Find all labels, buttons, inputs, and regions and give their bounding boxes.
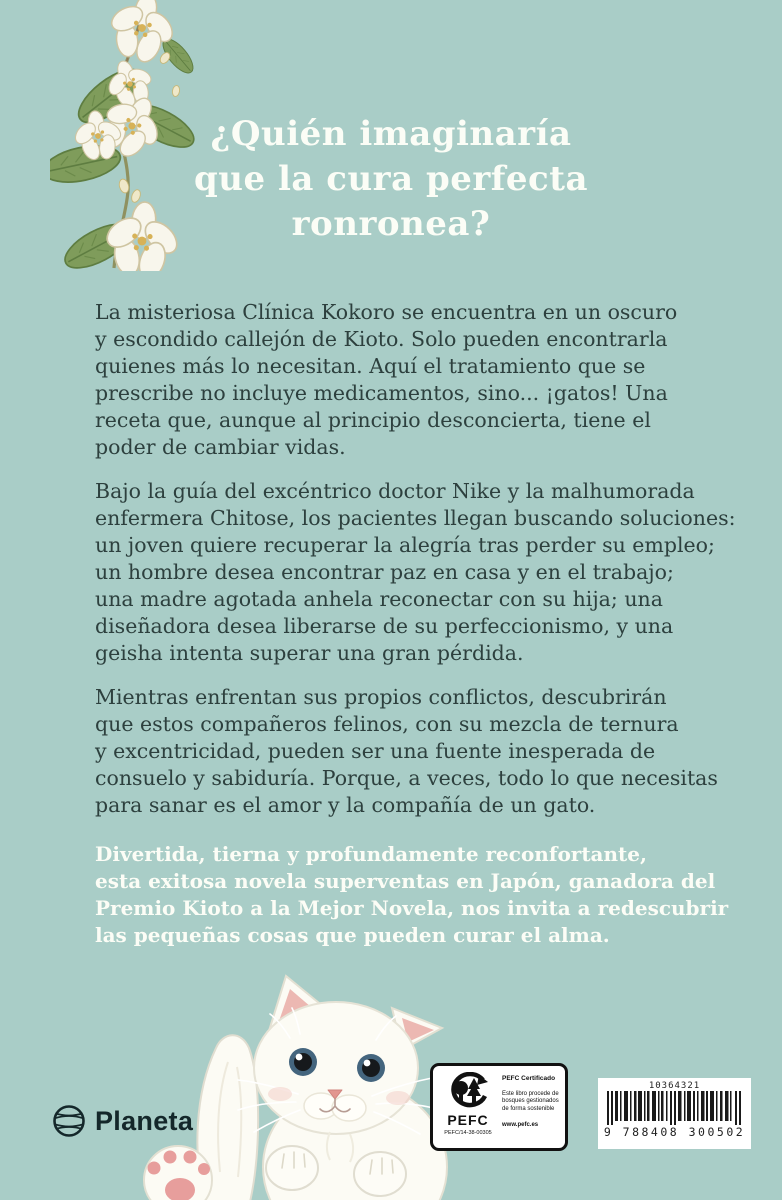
pefc-certificate (430, 1063, 568, 1151)
synopsis-paragraph-2: Bajo la guía del excéntrico doctor Nike y la malhumorada enfermera Chitose, los pacientes llegan buscando soluciones: un joven quiere recuperar la alegría tras perder su empleo; un hombre desea encontrar paz en casa y en el trabajo; una madre agotada anhela reconectar con su hija; una diseñadora desea liberarse de su perfeccionismo, y una geisha intenta superar una gran pérdida. (95, 479, 736, 665)
barcode-top-number: 10364321 (648, 1081, 701, 1091)
planeta-globe-icon (52, 1104, 86, 1138)
pefc-text-column (502, 1072, 560, 1144)
pefc-cert-number: PEFC/14-38-00305 (444, 1130, 492, 1136)
synopsis-paragraph-3: Mientras enfrentan sus propios conflictos, descubrirán que estos compañeros felinos, con su mezcla de ternura y excentricidad, pueden ser una fuente inesperada de consuelo y sabiduría. Porque, a veces, todo lo que necesitas para sanar es el amor y la compañía de un gato. (95, 685, 718, 817)
barcode-bars (607, 1091, 743, 1125)
pefc-title: PEFC Certificado (502, 1075, 556, 1082)
publisher-logo (52, 1104, 193, 1138)
synopsis-paragraph-1: La misteriosa Clínica Kokoro se encuentra en un oscuro y escondido callejón de Kioto. Solo pueden encontrarla quienes más lo necesitan. Aquí el tratamiento que se prescribe no incluye medicamentos, sino... ¡gatos! Una receta que, aunque al principio desconcierta, tiene el poder de cambiar vidas. (95, 300, 678, 459)
pefc-logo-text: PEFC (447, 1112, 489, 1128)
pefc-logo-column (440, 1072, 496, 1144)
synopsis (95, 299, 755, 966)
barcode-isbn: 9 788408 300502 (603, 1125, 746, 1139)
pefc-trees-icon (446, 1072, 490, 1112)
promo-paragraph: Divertida, tierna y profundamente reconfortante, esta exitosa novela superventas en Japón, ganadora del Premio Kioto a la Mejor Novela, nos invita a redescubrir las pequeñas cosas que pueden curar el alma. (95, 842, 729, 947)
publisher-name: Planeta (95, 1105, 194, 1136)
cover-tagline: ¿Quién imaginaría que la cura perfecta ronronea? (194, 114, 588, 244)
pefc-description: Este libro procede de bosques gestionados de forma sostenible (502, 1090, 559, 1112)
barcode (598, 1078, 751, 1149)
pefc-url: www.pefc.es (502, 1122, 539, 1128)
